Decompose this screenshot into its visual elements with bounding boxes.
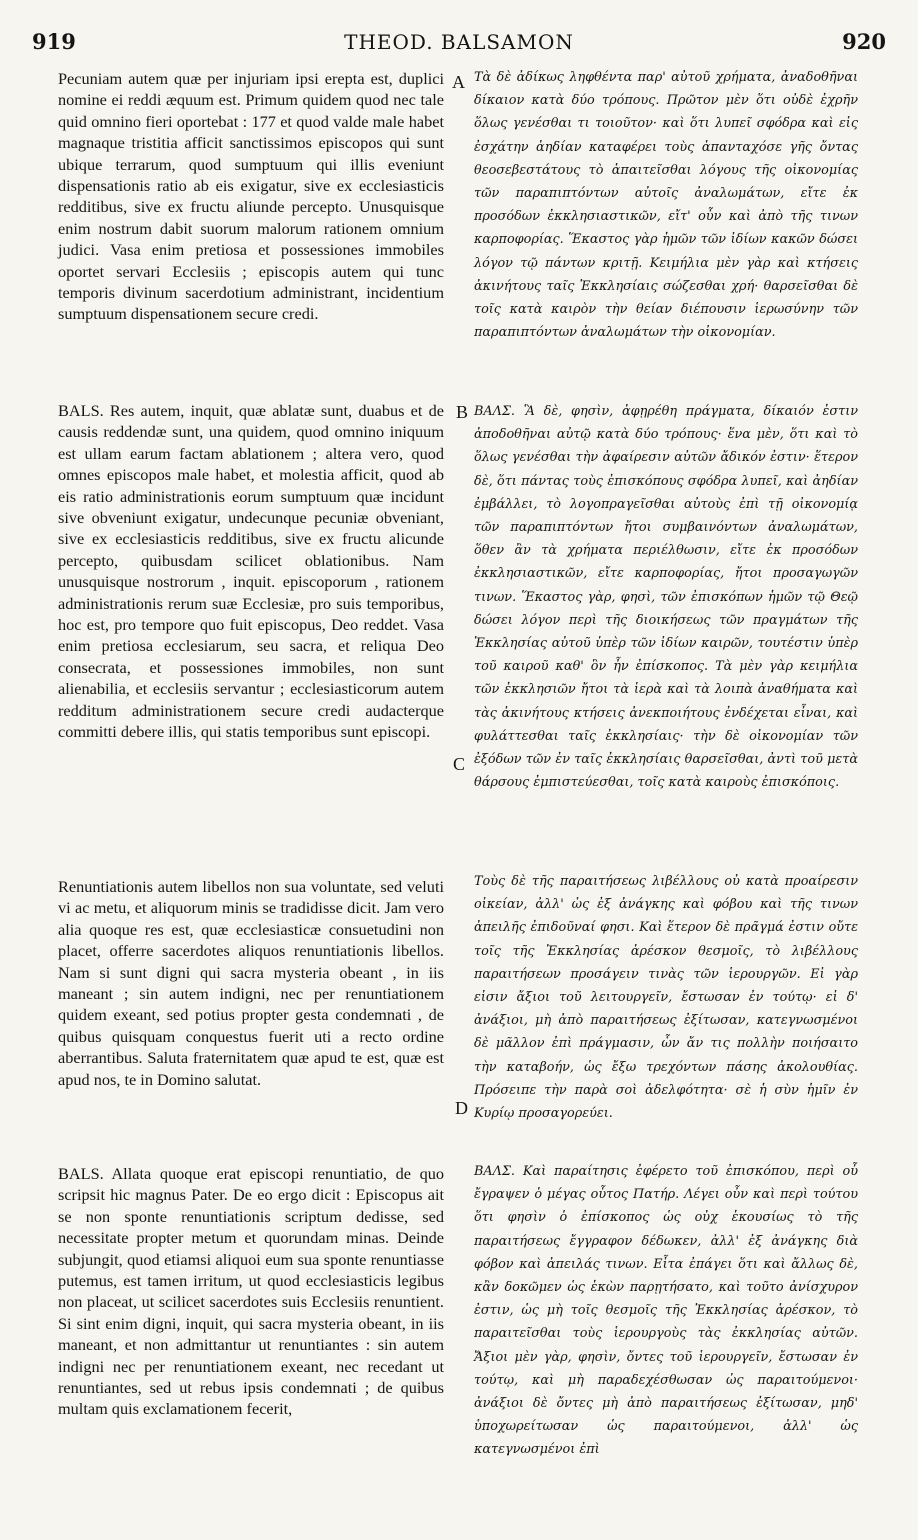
latin-paragraph-1: Pecuniam autem quæ per injuriam ipsi erepta est, duplici nomine ei reddi æquum est. Primum quidem quod nec tale quid omnino fieri oportebat : 177 et quod valde male habet magnaque tristitia afficit sanctissimos episcopos qui sunt ubique terrarum, quod sumptuum qui illis eveniunt dispensationis ratio ab eis exigatur, sive ex ecclesiasticis redditibus, sive ex fructu aliunde percepto. Unusquisque enim nostrum dabit suorum malorum rationem omnium judici. Vasa enim pretiosa et possessiones immobiles oportet servari Ecclesiis ; episcopis autem qui tunc temporis divinum sacerdotium administrant, incidentium sumptuum dispensationem secure credi.: [58, 69, 444, 324]
section-marker-c: C: [453, 754, 466, 774]
greek-paragraph-3: Τοὺς δὲ τῆς παραιτήσεως λιβέλλους οὐ κατὰ προαίρεσιν οἰκείαν, ἀλλ' ὡς ἐξ ἀνάγκης καὶ φόβου καὶ τῆς τινων ἀπειλῆς ἐπιδοῦναί φησι. Καὶ ἕτερον δὲ πρᾶγμά ἐστιν οὔτε τοῖς τῆς Ἐκκλησίας ἀρέσκον θεσμοῖς, τὸ λιβέλλους παραιτήσεων προσάγειν τινὰς τῶν ἱερουργῶν. Εἰ γὰρ εἰσιν ἄξιοι τοῦ λειτουργεῖν, ἔστωσαν ἐν τούτῳ· εἰ δ' ἀνάξιοι, μὴ ἀπὸ παραιτήσεως ἐξίτωσαν, κατεγνωσμένοι δὲ μᾶλλον ἐπὶ πράγμασιν, ὧν ἄν τις πολλὴν ποιήσαιτο τὴν καταβοήν, ὡς ἔξω τρεχόντων πάσης ἀκολουθίας. Πρόσειπε τὴν παρὰ σοὶ ἀδελφότητα· σὲ ἡ σὺν ἡμῖν ἐν Κυρίῳ προσαγορεύει.: [474, 874, 858, 1122]
section-marker-d: D: [455, 1098, 468, 1118]
running-title: THEOD. BALSAMON: [344, 30, 574, 54]
page-number-left: 919: [32, 29, 76, 54]
greek-paragraph-2: ΒΑΛΣ. Ἃ δὲ, φησὶν, ἀφῃρέθη πράγματα, δίκαιόν ἐστιν ἀποδοθῆναι αὐτῷ κατὰ δύο τρόπους· ἕνα μὲν, ὅτι καὶ τὸ ὅλως γενέσθαι τὴν ἀφαίρεσιν αὐτῶν ἄδικόν ἐστιν· ἕτερον δὲ, ὅτι πάντας τοὺς ἐπισκόπους σφόδρα λυπεῖ, καὶ ἀηδίαν ἐμβάλλει, τὸ λογοπραγεῖσθαι αὐτοὺς ἐπὶ τῇ οἰκονομίᾳ τῶν παραπιπτόντων ἤτοι συμβαινόντων ἀναλωμάτων, ὅθεν ἂν τὰ χρήματα περιέλθωσιν, εἴτε ἐκ προσόδων ἐκκλησιαστικῶν, εἴτε καρποφορίας, ἤτοι προσαγωγῶν τινων. Ἕκαστος γὰρ, φησὶ, τῶν ἐπισκόπων ἡμῶν τῷ Θεῷ δώσει λόγον περὶ τῆς διοικήσεως τῶν πραγμάτων τῆς Ἐκκλησίας αὐτοῦ ὑπὲρ τῶν ἰδίων καιρῶν, τουτέστιν ὑπὲρ τοῦ καιροῦ καθ' ὃν ἦν ἐπίσκοπος. Τὰ μὲν γὰρ κειμήλια τῶν ἐκκλησιῶν ἤτοι τὰ ἱερὰ καὶ τὰ λοιπὰ ἀναθήματα καὶ τὰς ἀκινήτους κτήσεις ἀνεκποιήτους ἐνδέχεται εἶναι, καὶ φυλάττεσθαι ταῖς ἐκκλησίαις· τὴν δὲ οἰκονομίαν τῶν ἐξόδων τῶν ἐν ταῖς ἐκκλησίαις θαρσεῖσθαι, ἀντὶ τοῦ μετὰ θάρσους ἐμπιστεύεσθαι, τοῖς κατὰ καιροὺς ἐπισκόποις.: [474, 404, 858, 791]
page-header: [0, 0, 918, 62]
latin-paragraph-4: BALS. Allata quoque erat episcopi renuntiatio, de quo scripsit hic magnus Pater. De eo ergo dicit : Episcopus ait se non sponte renuntiationis scriptum dedisse, sed necessitate propter metum et quorundam minas. Deinde subjungit, quod etiamsi aliquoi eum sua sponte renuntiasse putemus, est tamen irritum, ut quod ecclesiasticis legibus non placeat, ut scilicet sacerdotes suis Ecclesiis renuntient. Si sint enim digni, inquit, qui sacra mysteria obeant, in iis maneant, et non admittantur ut renuntiantes : sin autem indigni nec per renuntiationem exeant, nec recedant ut renuntiantes, sed ut rebus ipsis condemnati ; de quibus multam quis exclamationem fecerit,: [58, 1164, 444, 1419]
section-marker-a: A: [452, 72, 465, 92]
page-number-right: 920: [842, 29, 886, 54]
greek-paragraph-4: ΒΑΛΣ. Καὶ παραίτησις ἐφέρετο τοῦ ἐπισκόπου, περὶ οὗ ἔγραψεν ὁ μέγας οὗτος Πατήρ. Λέγει οὖν καὶ περὶ τούτου ὅτι φησὶν ὁ ἐπίσκοπος ὡς οὐχ ἑκουσίως τὸ τῆς παραιτήσεως ἔγγραφον δέδωκεν, ἀλλ' ἐξ ἀνάγκης διὰ φόβον καὶ ἀπειλάς τινων. Εἶτα ἐπάγει ὅτι καὶ ἄλλως δὲ, κἂν δοκῶμεν ὡς ἑκὼν παρῃτήσατο, καὶ τοῦτο ἀνίσχυρον ἐστιν, ὡς μὴ τοῖς θεσμοῖς τῆς Ἐκκλησίας ἀρέσκον, τὸ παραιτεῖσθαι τοὺς ἱερουργοὺς τὰς ἐκκλησίας αὐτῶν. Ἄξιοι μὲν γὰρ, φησὶν, ὄντες τοῦ ἱερουργεῖν, ἔστωσαν ἐν τούτῳ, καὶ μὴ παραδεχέσθωσαν ὡς παραιτούμενοι· ἀνάξιοι δὲ ὄντες μὴ ἀπὸ παραιτήσεως ἐξίτωσαν, μηδ' ὑποχωρείτωσαν ὡς παραιτούμενοι, ἀλλ' ὡς κατεγνωσμένοι ἐπὶ: [474, 1164, 858, 1458]
latin-paragraph-2: BALS. Res autem, inquit, quæ ablatæ sunt, duabus et de causis reddendæ sunt, una quidem, quod omnino iniquum est ullam earum factam ablationem ; altera vero, quod omnes episcopos male habet, et molestia afficit, quod ab eis ratio administrationis eorum sumptuum quæ incidunt sive obveniunt exigatur, undecunque pecuniæ obveniant, sive ex ecclesiasticis redditibus, sive ex fructu alicunde percepto, quibusdam scilicet oblationibus. Nam unusquisque nostrorum , inquit. episcoporum , rationem administrationis rerum suæ Ecclesiæ, pro suis temporibus, hoc est, pro tempore quo fuit episcopus, Deo reddet. Vasa enim pretiosa ecclesiarum, seu sacra, et reliqua Deo consecrata, et possessiones immobiles, non sunt alienabilia, et ecclesiis servantur ; ecclesiasticorum autem redditum administrationem secure credi audacterque committi debere illis, qui statis temporibus sunt episcopi.: [58, 401, 444, 742]
greek-paragraph-1: Τὰ δὲ ἀδίκως ληφθέντα παρ' αὐτοῦ χρήματα, ἀναδοθῆναι δίκαιον κατὰ δύο τρόπους. Πρῶτον μὲν ὅτι οὐδὲ ἐχρῆν ὅλως γενέσθαι τι τοιοῦτον· καὶ ὅτι λυπεῖ σφόδρα καὶ εἰς ἐσχάτην ἀηδίαν καταφέρει τοὺς ἁπανταχόσε γῆς ὄντας θεοσεβεστάτους τὸ ἀπαιτεῖσθαι λόγους τῆς οἰκονομίας τῶν παραπιπτόντων αὐτοῖς ἀναλωμάτων, εἴτε ἐκ προσόδων ἐκκλησιαστικῶν, εἴτ' οὖν καὶ ἀπὸ τῆς τινων καρποφορίας. Ἕκαστος γὰρ ἡμῶν τῶν ἰδίων κακῶν δώσει λόγον τῷ πάντων κριτῇ. Κειμήλια μὲν γὰρ καὶ κτήσεις ἀκινήτους ταῖς Ἐκκλησίαις σώζεσθαι χρή· θαρσεῖσθαι δὲ τοῖς κατὰ καιρὸν τὴν θείαν διέπουσιν ἱερωσύνην τῶν παραπιπτόντων ἀναλωμάτων τὴν οἰκονομίαν.: [474, 70, 858, 341]
section-marker-b: B: [456, 402, 469, 422]
latin-paragraph-3: Renuntiationis autem libellos non sua voluntate, sed veluti vi ac metu, et aliquorum minis se tradidisse dicit. Jam vero alia quoque res est, quæ ecclesiasticæ consuetudini non placet, offerre sacerdotes aliquos renuntiationis libellos. Nam si sunt digni qui sacra mysteria obeant , in iis maneant ; sin autem indigni, nec per renuntiationem quidem exeant, sed potius propter gesta condemnati , de quibus quisquam conquestus fuerit uti a recto ordine aberrantibus. Saluta fraternitatem quæ apud te est, quæ est apud nos, te in Domino salutat.: [58, 877, 444, 1089]
